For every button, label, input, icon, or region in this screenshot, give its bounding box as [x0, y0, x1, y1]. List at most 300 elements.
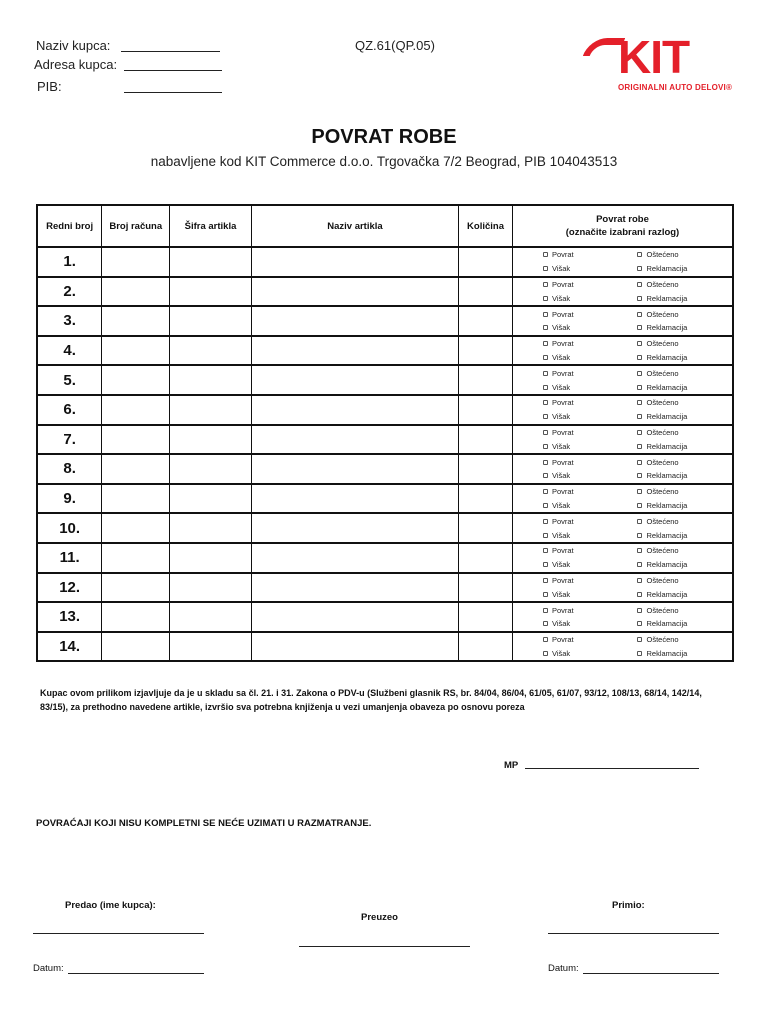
row-number: 9.: [37, 484, 102, 514]
option-label: Oštećeno: [646, 546, 679, 556]
checkbox-icon[interactable]: [637, 414, 642, 419]
option-label: Povrat: [551, 575, 574, 585]
option-visak[interactable]: [543, 469, 638, 483]
option-label: Povrat: [551, 279, 574, 289]
option-osteceno[interactable]: [637, 514, 732, 528]
page-title: POVRAT ROBE: [311, 126, 457, 148]
col-header-redni-broj: Redni broj: [37, 205, 102, 247]
article-code-cell[interactable]: [170, 277, 252, 307]
option-label: Oštećeno: [646, 250, 679, 260]
article-name-cell[interactable]: [251, 306, 458, 336]
option-povrat[interactable]: [543, 603, 638, 617]
option-reklamacija[interactable]: [637, 380, 732, 394]
customer-address-field[interactable]: [124, 59, 222, 71]
invoice-number-cell[interactable]: [102, 543, 170, 573]
quantity-cell[interactable]: [459, 395, 513, 425]
table-header-row: [37, 205, 733, 247]
option-label: Reklamacija: [646, 619, 688, 629]
invoice-number-cell[interactable]: [102, 484, 170, 514]
option-reklamacija[interactable]: [637, 351, 732, 365]
customer-address-label: Adresa kupca:: [34, 57, 118, 72]
return-reason-cell: [512, 395, 733, 425]
checkbox-icon[interactable]: [637, 473, 642, 478]
option-label: Povrat: [551, 516, 574, 526]
option-label: Oštećeno: [646, 339, 679, 349]
checkbox-icon[interactable]: [637, 651, 642, 656]
option-label: Reklamacija: [646, 412, 688, 422]
option-reklamacija[interactable]: [637, 558, 732, 572]
col-header-povrat-robe: [512, 205, 733, 247]
datum-right-field[interactable]: [583, 973, 719, 974]
article-code-cell[interactable]: [170, 306, 252, 336]
checkbox-icon[interactable]: [637, 548, 642, 553]
mp-label: MP: [504, 760, 519, 771]
checkbox-icon[interactable]: [543, 460, 548, 465]
option-visak[interactable]: [543, 439, 638, 453]
option-label: Povrat: [551, 398, 574, 408]
option-label: Povrat: [551, 546, 574, 556]
option-label: Višak: [551, 293, 571, 303]
datum-left-field[interactable]: [68, 973, 204, 974]
option-povrat[interactable]: [543, 278, 638, 292]
option-label: Povrat: [551, 457, 574, 467]
col-header-naziv-artikla: Naziv artikla: [251, 205, 458, 247]
return-reason-cell: [512, 247, 733, 277]
option-label: Višak: [551, 560, 571, 570]
option-reklamacija[interactable]: [637, 617, 732, 631]
table-row: [37, 602, 733, 632]
checkbox-icon[interactable]: [543, 282, 548, 287]
predao-signature-field[interactable]: [33, 933, 204, 934]
checkbox-icon[interactable]: [637, 592, 642, 597]
checkbox-icon[interactable]: [637, 312, 642, 317]
checkbox-icon[interactable]: [637, 637, 642, 642]
page-subtitle: nabavljene kod KIT Commerce d.o.o. Trgovačka 7/2 Beograd, PIB 104043513: [150, 154, 618, 169]
checkbox-icon[interactable]: [637, 385, 642, 390]
checkbox-icon[interactable]: [637, 341, 642, 346]
checkbox-icon[interactable]: [543, 325, 548, 330]
invoice-number-cell[interactable]: [102, 247, 170, 277]
row-number: 4.: [37, 336, 102, 366]
quantity-cell[interactable]: [459, 573, 513, 603]
invoice-number-cell[interactable]: [102, 513, 170, 543]
invoice-number-cell[interactable]: [102, 425, 170, 455]
invoice-number-cell[interactable]: [102, 365, 170, 395]
checkbox-icon[interactable]: [543, 473, 548, 478]
col-header-sifra-artikla: Šifra artikla: [170, 205, 252, 247]
row-number: 13.: [37, 602, 102, 632]
quantity-cell[interactable]: [459, 543, 513, 573]
option-label: Reklamacija: [646, 560, 688, 570]
option-label: Oštećeno: [646, 457, 679, 467]
option-label: Povrat: [551, 250, 574, 260]
row-number: 8.: [37, 454, 102, 484]
checkbox-icon[interactable]: [543, 341, 548, 346]
checkbox-icon[interactable]: [637, 489, 642, 494]
option-osteceno[interactable]: [637, 485, 732, 499]
checkbox-icon[interactable]: [543, 414, 548, 419]
quantity-cell[interactable]: [459, 513, 513, 543]
table-row: [37, 365, 733, 395]
return-reason-cell: [512, 336, 733, 366]
option-reklamacija[interactable]: [637, 587, 732, 601]
customer-name-field[interactable]: [121, 40, 220, 52]
option-label: Reklamacija: [646, 293, 688, 303]
table-row: [37, 247, 733, 277]
option-label: Reklamacija: [646, 352, 688, 362]
option-label: Reklamacija: [646, 648, 688, 658]
vat-declaration: Kupac ovom prilikom izjavljuje da je u skladu sa čl. 21. i 31. Zakona o PDV-u (Službeni glasnik RS, br. 84/04, 86/04, 61/05, 61/07, 93/12, 108/13, 68/14, 142/14, 83/15), za prethodno navedene artikle, izvršio sva potrebna knjiženja u vezi umanjenja obaveza po osnovu poreza: [40, 688, 702, 712]
quantity-cell[interactable]: [459, 454, 513, 484]
option-label: Povrat: [551, 309, 574, 319]
option-reklamacija[interactable]: [637, 647, 732, 661]
article-name-cell[interactable]: [251, 425, 458, 455]
option-visak[interactable]: [543, 351, 638, 365]
table-row: [37, 513, 733, 543]
option-osteceno[interactable]: [637, 337, 732, 351]
option-label: Reklamacija: [646, 471, 688, 481]
table-row: [37, 543, 733, 573]
article-name-cell[interactable]: [251, 395, 458, 425]
checkbox-icon[interactable]: [637, 266, 642, 271]
logo-text: KIT: [618, 31, 690, 83]
checkbox-icon[interactable]: [543, 592, 548, 597]
col-header-povrat-robe-title: Povrat robe: [596, 214, 649, 225]
return-reason-cell: [512, 425, 733, 455]
checkbox-icon[interactable]: [543, 312, 548, 317]
table-row: [37, 454, 733, 484]
quantity-cell[interactable]: [459, 602, 513, 632]
return-reason-cell: [512, 277, 733, 307]
article-code-cell[interactable]: [170, 395, 252, 425]
option-visak[interactable]: [543, 499, 638, 513]
article-name-cell[interactable]: [251, 336, 458, 366]
option-visak[interactable]: [543, 558, 638, 572]
return-reason-cell: [512, 513, 733, 543]
checkbox-icon[interactable]: [543, 519, 548, 524]
article-name-cell[interactable]: [251, 365, 458, 395]
option-label: Oštećeno: [646, 575, 679, 585]
quantity-cell[interactable]: [459, 247, 513, 277]
option-label: Višak: [551, 530, 571, 540]
kit-logo: [586, 31, 736, 96]
checkbox-icon[interactable]: [637, 282, 642, 287]
col-header-kolicina: Količina: [459, 205, 513, 247]
return-reason-cell: [512, 632, 733, 662]
table-row: [37, 573, 733, 603]
article-name-cell[interactable]: [251, 632, 458, 662]
preuzeo-signature-field[interactable]: [299, 946, 470, 947]
option-povrat[interactable]: [543, 633, 638, 647]
option-label: Povrat: [551, 427, 574, 437]
option-label: Reklamacija: [646, 264, 688, 274]
checkbox-icon[interactable]: [543, 533, 548, 538]
checkbox-icon[interactable]: [637, 296, 642, 301]
article-code-cell[interactable]: [170, 632, 252, 662]
logo-tagline: ORIGINALNI AUTO DELOVI®: [618, 83, 733, 92]
pib-field[interactable]: [124, 81, 222, 93]
option-label: Reklamacija: [646, 441, 688, 451]
checkbox-icon[interactable]: [637, 562, 642, 567]
option-povrat[interactable]: [543, 574, 638, 588]
option-osteceno[interactable]: [637, 307, 732, 321]
article-name-cell[interactable]: [251, 247, 458, 277]
option-povrat[interactable]: [543, 337, 638, 351]
option-osteceno[interactable]: [637, 366, 732, 380]
option-label: Višak: [551, 648, 571, 658]
checkbox-icon[interactable]: [637, 621, 642, 626]
option-osteceno[interactable]: [637, 248, 732, 262]
return-reason-cell: [512, 454, 733, 484]
document-code: QZ.61(QP.05): [355, 38, 435, 53]
checkbox-icon[interactable]: [543, 548, 548, 553]
datum-right-label: Datum:: [548, 963, 579, 974]
option-label: Oštećeno: [646, 605, 679, 615]
checkbox-icon[interactable]: [637, 460, 642, 465]
checkbox-icon[interactable]: [543, 503, 548, 508]
option-label: Višak: [551, 264, 571, 274]
mp-signature-field[interactable]: [525, 757, 699, 769]
option-label: Oštećeno: [646, 398, 679, 408]
row-number: 1.: [37, 247, 102, 277]
option-label: Oštećeno: [646, 487, 679, 497]
article-name-cell[interactable]: [251, 602, 458, 632]
checkbox-icon[interactable]: [543, 355, 548, 360]
row-number: 7.: [37, 425, 102, 455]
option-label: Višak: [551, 412, 571, 422]
predao-label: Predao (ime kupca):: [65, 900, 156, 911]
option-reklamacija[interactable]: [637, 262, 732, 276]
col-header-povrat-robe-hint: (označite izabrani razlog): [565, 227, 680, 238]
option-visak[interactable]: [543, 321, 638, 335]
checkbox-icon[interactable]: [543, 400, 548, 405]
option-povrat[interactable]: [543, 544, 638, 558]
option-label: Višak: [551, 352, 571, 362]
article-code-cell[interactable]: [170, 247, 252, 277]
table-row: [37, 306, 733, 336]
option-osteceno[interactable]: [637, 426, 732, 440]
article-code-cell[interactable]: [170, 484, 252, 514]
col-header-broj-racuna: Broj računa: [102, 205, 170, 247]
checkbox-icon[interactable]: [543, 489, 548, 494]
option-visak[interactable]: [543, 380, 638, 394]
option-povrat[interactable]: [543, 485, 638, 499]
article-name-cell[interactable]: [251, 484, 458, 514]
article-code-cell[interactable]: [170, 425, 252, 455]
option-label: Oštećeno: [646, 516, 679, 526]
checkbox-icon[interactable]: [543, 385, 548, 390]
article-code-cell[interactable]: [170, 573, 252, 603]
invoice-number-cell[interactable]: [102, 454, 170, 484]
checkbox-icon[interactable]: [637, 533, 642, 538]
quantity-cell[interactable]: [459, 365, 513, 395]
checkbox-icon[interactable]: [543, 621, 548, 626]
option-povrat[interactable]: [543, 307, 638, 321]
option-label: Reklamacija: [646, 530, 688, 540]
checkbox-icon[interactable]: [543, 608, 548, 613]
option-reklamacija[interactable]: [637, 439, 732, 453]
return-reason-cell: [512, 306, 733, 336]
option-reklamacija[interactable]: [637, 410, 732, 424]
primio-label: Primio:: [612, 900, 645, 911]
quantity-cell[interactable]: [459, 336, 513, 366]
checkbox-icon[interactable]: [543, 637, 548, 642]
checkbox-icon[interactable]: [637, 252, 642, 257]
option-visak[interactable]: [543, 262, 638, 276]
invoice-number-cell[interactable]: [102, 573, 170, 603]
table-row: [37, 277, 733, 307]
table-row: [37, 395, 733, 425]
option-povrat[interactable]: [543, 455, 638, 469]
table-row: [37, 484, 733, 514]
quantity-cell[interactable]: [459, 632, 513, 662]
quantity-cell[interactable]: [459, 484, 513, 514]
option-reklamacija[interactable]: [637, 321, 732, 335]
checkbox-icon[interactable]: [637, 578, 642, 583]
row-number: 3.: [37, 306, 102, 336]
invoice-number-cell[interactable]: [102, 277, 170, 307]
option-povrat[interactable]: [543, 426, 638, 440]
row-number: 12.: [37, 573, 102, 603]
option-label: Povrat: [551, 339, 574, 349]
option-osteceno[interactable]: [637, 633, 732, 647]
table-row: [37, 425, 733, 455]
datum-left-label: Datum:: [33, 963, 64, 974]
option-label: Oštećeno: [646, 635, 679, 645]
checkbox-icon[interactable]: [637, 608, 642, 613]
option-label: Povrat: [551, 635, 574, 645]
invoice-number-cell[interactable]: [102, 632, 170, 662]
checkbox-icon[interactable]: [543, 371, 548, 376]
return-items-table: [36, 204, 734, 662]
option-label: Reklamacija: [646, 589, 688, 599]
return-reason-cell: [512, 543, 733, 573]
option-osteceno[interactable]: [637, 603, 732, 617]
option-povrat[interactable]: [543, 514, 638, 528]
option-label: Povrat: [551, 605, 574, 615]
invoice-number-cell[interactable]: [102, 602, 170, 632]
checkbox-icon[interactable]: [637, 355, 642, 360]
option-reklamacija[interactable]: [637, 528, 732, 542]
option-reklamacija[interactable]: [637, 469, 732, 483]
option-label: Povrat: [551, 368, 574, 378]
row-number: 11.: [37, 543, 102, 573]
option-label: Višak: [551, 323, 571, 333]
option-reklamacija[interactable]: [637, 499, 732, 513]
option-reklamacija[interactable]: [637, 291, 732, 305]
checkbox-icon[interactable]: [637, 371, 642, 376]
return-reason-cell: [512, 484, 733, 514]
customer-name-label: Naziv kupca:: [36, 38, 111, 53]
article-name-cell[interactable]: [251, 573, 458, 603]
option-label: Oštećeno: [646, 368, 679, 378]
table-row: [37, 632, 733, 662]
article-code-cell[interactable]: [170, 543, 252, 573]
row-number: 10.: [37, 513, 102, 543]
checkbox-icon[interactable]: [543, 562, 548, 567]
article-code-cell[interactable]: [170, 602, 252, 632]
invoice-number-cell[interactable]: [102, 395, 170, 425]
option-label: Oštećeno: [646, 279, 679, 289]
checkbox-icon[interactable]: [637, 444, 642, 449]
row-number: 5.: [37, 365, 102, 395]
option-label: Višak: [551, 471, 571, 481]
article-name-cell[interactable]: [251, 543, 458, 573]
invoice-number-cell[interactable]: [102, 306, 170, 336]
option-visak[interactable]: [543, 291, 638, 305]
option-label: Reklamacija: [646, 500, 688, 510]
option-label: Povrat: [551, 487, 574, 497]
checkbox-icon[interactable]: [543, 296, 548, 301]
option-label: Višak: [551, 500, 571, 510]
row-number: 2.: [37, 277, 102, 307]
option-osteceno[interactable]: [637, 396, 732, 410]
primio-signature-field[interactable]: [548, 933, 719, 934]
option-povrat[interactable]: [543, 248, 638, 262]
checkbox-icon[interactable]: [637, 503, 642, 508]
checkbox-icon[interactable]: [637, 519, 642, 524]
checkbox-icon[interactable]: [543, 578, 548, 583]
return-reason-cell: [512, 573, 733, 603]
checkbox-icon[interactable]: [543, 430, 548, 435]
return-reason-cell: [512, 602, 733, 632]
option-osteceno[interactable]: [637, 544, 732, 558]
quantity-cell[interactable]: [459, 277, 513, 307]
option-label: Oštećeno: [646, 427, 679, 437]
checkbox-icon[interactable]: [543, 252, 548, 257]
preuzeo-label: Preuzeo: [361, 912, 398, 923]
option-label: Reklamacija: [646, 382, 688, 392]
invoice-number-cell[interactable]: [102, 336, 170, 366]
pib-label: PIB:: [37, 79, 62, 94]
option-visak[interactable]: [543, 528, 638, 542]
checkbox-icon[interactable]: [543, 266, 548, 271]
checkbox-icon[interactable]: [637, 325, 642, 330]
article-code-cell[interactable]: [170, 365, 252, 395]
option-visak[interactable]: [543, 410, 638, 424]
checkbox-icon[interactable]: [543, 444, 548, 449]
checkbox-icon[interactable]: [543, 651, 548, 656]
quantity-cell[interactable]: [459, 306, 513, 336]
option-povrat[interactable]: [543, 366, 638, 380]
article-code-cell[interactable]: [170, 454, 252, 484]
option-osteceno[interactable]: [637, 455, 732, 469]
option-visak[interactable]: [543, 617, 638, 631]
article-code-cell[interactable]: [170, 513, 252, 543]
option-visak[interactable]: [543, 587, 638, 601]
option-osteceno[interactable]: [637, 278, 732, 292]
article-name-cell[interactable]: [251, 454, 458, 484]
option-label: Višak: [551, 589, 571, 599]
incomplete-returns-notice: POVRAĆAJI KOJI NISU KOMPLETNI SE NEĆE UZIMATI U RAZMATRANJE.: [36, 818, 372, 829]
option-visak[interactable]: [543, 647, 638, 661]
article-code-cell[interactable]: [170, 336, 252, 366]
row-number: 6.: [37, 395, 102, 425]
row-number: 14.: [37, 632, 102, 662]
option-label: Višak: [551, 382, 571, 392]
option-osteceno[interactable]: [637, 574, 732, 588]
article-name-cell[interactable]: [251, 513, 458, 543]
option-label: Višak: [551, 441, 571, 451]
quantity-cell[interactable]: [459, 425, 513, 455]
article-name-cell[interactable]: [251, 277, 458, 307]
checkbox-icon[interactable]: [637, 400, 642, 405]
table-row: [37, 336, 733, 366]
checkbox-icon[interactable]: [637, 430, 642, 435]
return-reason-cell: [512, 365, 733, 395]
option-povrat[interactable]: [543, 396, 638, 410]
option-label: Oštećeno: [646, 309, 679, 319]
